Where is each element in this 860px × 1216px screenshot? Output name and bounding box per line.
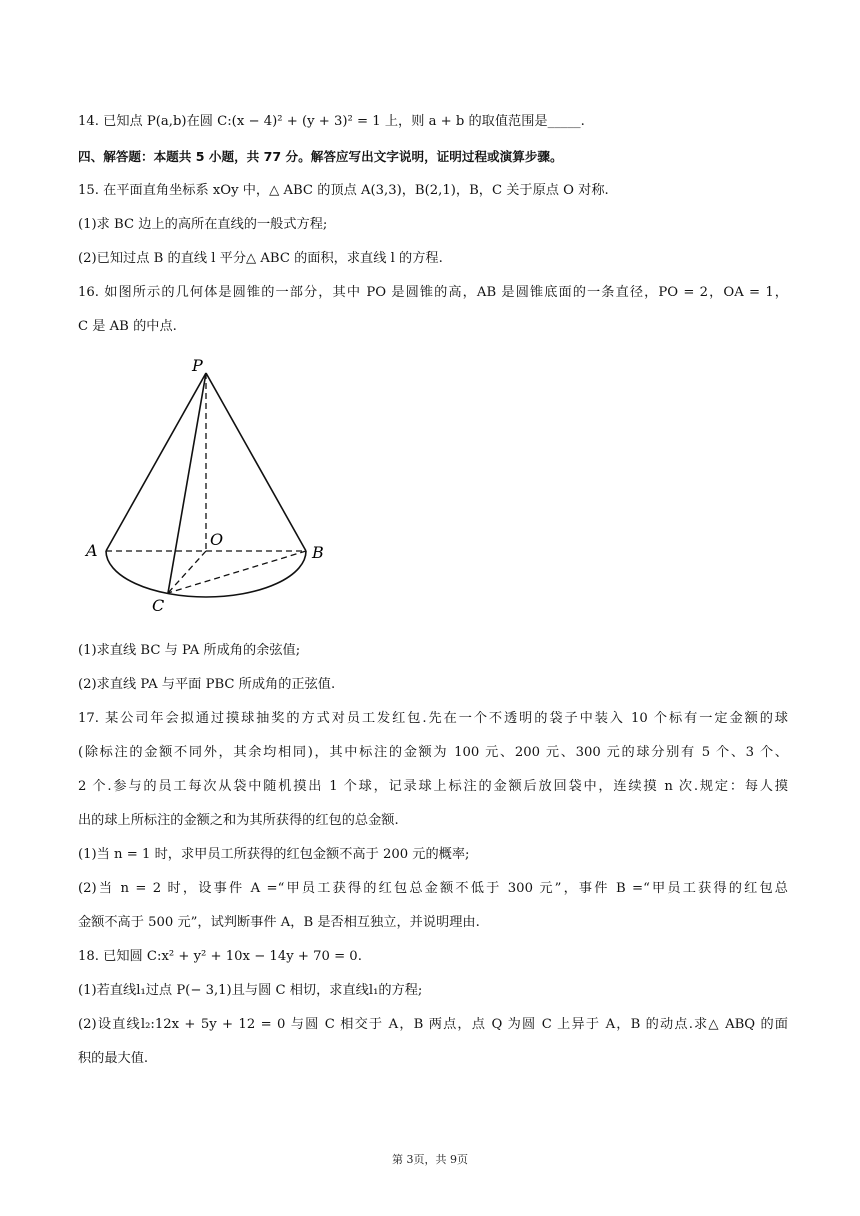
page-footer: 第 3页，共 9页 [392,1153,468,1166]
q18-part2-line2: 积的最大值. [78,1051,149,1066]
q17-part2-line2: 金额不高于 500 元”，试判断事件 A，B 是否相互独立，并说明理由. [78,915,480,930]
q18-part2-line1: (2)设直线l₂:12x + 5y + 12 = 0 与圆 C 相交于 A，B 两点，点 Q 为圆 C 上异于 A，B 的动点.求△ ABQ 的面 [78,1017,788,1032]
segment-bc [168,551,306,593]
q17-stem-line2: (除标注的金额不同外，其余均相同)，其中标注的金额为 100 元、200 元、300 元的球分别有 5 个、3 个、 [78,745,788,760]
q16-stem-line2: C 是 AB 的中点. [78,319,177,334]
label-o: O [210,530,224,549]
q17-part2-line1: (2)当 n = 2 时，设事件 A =“甲员工获得的红包总金额不低于 300 元”，事件 B =“甲员工获得的红包总 [78,881,788,896]
label-p: P [192,356,203,375]
q17-stem-line4: 出的球上所标注的金额之和为其所获得的红包的总金额. [78,813,399,828]
q18-part1: (1)若直线l₁过点 P(− 3,1)且与圆 C 相切，求直线l₁的方程; [78,983,423,998]
section-heading: 四、解答题：本题共 5 小题，共 77 分。解答应写出文字说明，证明过程或演算步骤。 [78,149,563,164]
q17-stem-line3: 2 个.参与的员工每次从袋中随机摸出 1 个球，记录球上标注的金额后放回袋中，连续摸 n 次.规定：每人摸 [78,779,788,794]
label-b: B [312,543,324,562]
edge-pb [206,373,306,551]
cone-figure [78,355,348,615]
q15-stem: 15. 在平面直角坐标系 xOy 中，△ ABC 的顶点 A(3,3)，B(2,1)，B，C 关于原点 O 对称. [78,183,609,198]
q16-part2: (2)求直线 PA 与平面 PBC 所成角的正弦值. [78,677,336,692]
q17-stem-line1: 17. 某公司年会拟通过摸球抽奖的方式对员工发红包.先在一个不透明的袋子中装入 10 个标有一定金额的球 [78,711,788,726]
label-a: A [86,541,98,560]
q17-part1: (1)当 n = 1 时，求甲员工所获得的红包金额不高于 200 元的概率; [78,847,470,862]
q14-text: 14. 已知点 P(a,b)在圆 C:(x − 4)² + (y + 3)² = 1 上，则 a + b 的取值范围是_____. [78,114,585,129]
q16-stem-line1: 16. 如图所示的几何体是圆锥的一部分，其中 PO 是圆锥的高，AB 是圆锥底面的一条直径，PO = 2，OA = 1， [78,285,788,300]
cone-base-front-arc [106,551,306,597]
q15-part2: (2)已知过点 B 的直线 l 平分△ ABC 的面积，求直线 l 的方程. [78,251,443,266]
q15-part1: (1)求 BC 边上的高所在直线的一般式方程; [78,217,328,232]
label-c: C [152,596,165,615]
q18-stem: 18. 已知圆 C:x² + y² + 10x − 14y + 70 = 0. [78,949,362,964]
q16-part1: (1)求直线 BC 与 PA 所成角的余弦值; [78,643,301,658]
